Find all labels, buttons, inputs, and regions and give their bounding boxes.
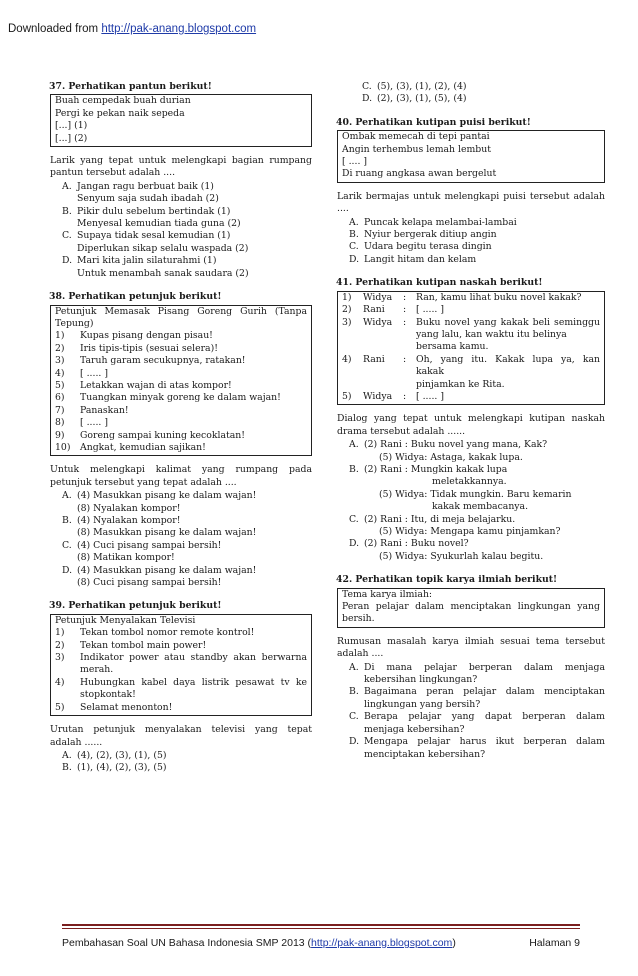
step-text: Goreng sampai kuning kecoklatan! (80, 429, 245, 441)
box-line: Pergi ke pekan naik sepeda (55, 107, 185, 119)
option-line: (8) Cuci pisang sampai bersih! (77, 577, 222, 589)
step (55, 627, 307, 639)
question-40 (337, 117, 605, 266)
step-number: 3) (55, 355, 65, 367)
option-line: Diperlukan sikap selalu waspada (2) (77, 242, 249, 254)
header-link[interactable]: http://pak-anang.blogspot.com (101, 23, 257, 35)
option-line: kakak membacanya. (432, 501, 529, 513)
script-box (337, 291, 605, 406)
step (55, 405, 307, 417)
step-text: Hubungkan kabel daya listrik pesawat tv ke stopkontak! (80, 676, 307, 701)
option-c[interactable] (349, 241, 605, 253)
dialog-line: 4) Rani : Oh, yang itu. Kakak lupa ya, kan kakak pinjamkan ke Rita. (342, 353, 600, 390)
option-letter: B. (62, 762, 72, 774)
step-number: 5) (55, 701, 65, 713)
option-a[interactable] (349, 662, 605, 687)
option-letter: A. (62, 490, 72, 502)
right-column (337, 81, 605, 761)
option-letter: A. (349, 216, 359, 228)
step-number: 6) (55, 392, 65, 404)
step-number: 2) (55, 342, 65, 354)
question-stem: Rumusan masalah karya ilmiah sesuai tema tersebut adalah .... (337, 635, 605, 660)
option-text: Di mana pelajar berperan dalam menjaga kebersihan lingkungan? (364, 661, 605, 686)
option-letter: B. (349, 463, 359, 475)
option-d[interactable] (62, 565, 312, 590)
option-line: Senyum saja sudah ibadah (2) (77, 193, 219, 205)
option-a[interactable] (62, 490, 312, 515)
option-letter: A. (349, 439, 359, 451)
option-letter: B. (349, 686, 359, 698)
question-stem: Dialog yang tepat untuk melengkapi kutipan naskah drama tersebut adalah ...... (337, 413, 605, 437)
line-number: 2) (342, 304, 352, 316)
dialog-line: 1) Widya : Ran, kamu lihat buku novel kakak? (342, 292, 600, 304)
option-b[interactable] (62, 515, 312, 540)
step-text: Letakkan wajan di atas kompor! (80, 379, 232, 391)
option-c[interactable] (349, 711, 605, 736)
step-number: 9) (55, 429, 65, 441)
option-text: Udara begitu terasa dingin (364, 241, 492, 253)
question-stem: Larik bermajas untuk melengkapi puisi tersebut adalah .... (337, 190, 605, 215)
option-text: Nyiur bergerak ditiup angin (364, 229, 497, 241)
step-text: Indikator power atau standby akan berwarna merah. (80, 652, 307, 676)
option-letter: C. (349, 711, 359, 723)
option-c[interactable] (62, 230, 312, 255)
step-number: 10) (55, 441, 71, 453)
step (55, 640, 307, 652)
dialog-line: 2) Rani : [ ..... ] (342, 304, 600, 316)
options-list (337, 662, 605, 761)
option-line: (4) Nyalakan kompor! (77, 515, 181, 526)
step (55, 330, 307, 342)
option-letter: D. (62, 255, 73, 267)
footer-title-suffix: ) (452, 937, 456, 949)
option-b[interactable] (62, 206, 312, 231)
left-column (50, 81, 312, 775)
option-letter: D. (62, 564, 73, 576)
option-letter: B. (349, 229, 359, 241)
option-line: (5) Widya: Tidak mungkin. Baru kemarin (379, 488, 572, 500)
step (55, 702, 307, 714)
footer-title-text: Pembahasan Soal UN Bahasa Indonesia SMP 2013 ( (62, 937, 312, 949)
pantun-box (50, 94, 312, 147)
options-list (337, 217, 605, 267)
option-c[interactable] (362, 81, 605, 93)
box-line: Tema karya ilmiah: (342, 588, 433, 600)
options-list (50, 181, 312, 280)
step-text: Tuangkan minyak goreng ke dalam wajan! (80, 392, 281, 404)
step-number: 7) (55, 404, 65, 416)
option-b[interactable] (349, 229, 605, 241)
box-line: [ .... ] (342, 156, 367, 168)
option-d[interactable] (349, 254, 605, 266)
dialog-line: 5) Widya : [ ..... ] (342, 391, 600, 403)
option-letter: A. (62, 180, 72, 192)
step-text: Tekan tombol main power! (80, 639, 207, 651)
option-line: (2) Rani : Buku novel? (364, 538, 469, 550)
page-footer (62, 924, 580, 949)
footer-link[interactable]: http://pak-anang.blogspot.com (311, 937, 453, 949)
box-line: Peran pelajar dalam menciptakan lingkungan yang bersih. (342, 601, 600, 625)
box-line: Di ruang angkasa awan bergelut (342, 168, 497, 180)
option-text: (5), (3), (1), (2), (4) (377, 81, 467, 92)
step-text: [ ..... ] (80, 417, 108, 429)
question-title: 38. Perhatikan petunjuk berikut! (49, 291, 222, 303)
option-text: (2), (3), (1), (5), (4) (377, 93, 467, 105)
step-text: Tekan tombol nomor remote kontrol! (80, 627, 255, 639)
option-line: Menyesal kemudian tiada guna (2) (77, 218, 241, 230)
speaker: Widya (363, 390, 393, 402)
topic-box (337, 588, 605, 628)
recipe-box (50, 305, 312, 457)
option-text: (1), (4), (2), (3), (5) (77, 762, 167, 774)
step-text: Selamat menonton! (80, 701, 173, 713)
step-text: Panaskan! (80, 404, 129, 416)
option-line: Untuk menambah sanak saudara (2) (77, 267, 249, 279)
step (55, 392, 307, 404)
option-letter: D. (362, 93, 373, 105)
option-line: (5) Widya: Mengapa kamu pinjamkan? (379, 526, 561, 537)
options-list (50, 490, 312, 589)
option-b[interactable] (349, 464, 605, 514)
option-line: Pikir dulu sebelum bertindak (1) (77, 205, 231, 217)
footer-rule (62, 924, 580, 926)
option-text: Mengapa pelajar harus ikut berperan dalam menciptakan kebersihan? (364, 736, 605, 760)
question-38 (50, 291, 312, 589)
option-letter: D. (349, 253, 360, 265)
question-42 (337, 574, 605, 761)
line-number: 4) (342, 353, 352, 365)
step-number: 4) (55, 367, 65, 379)
question-stem: Urutan petunjuk menyalakan televisi yang tepat adalah ...... (50, 724, 312, 748)
option-d[interactable] (62, 255, 312, 280)
dialog-text: Oh, yang itu. Kakak lupa ya, kan kakak (416, 353, 600, 378)
option-b[interactable] (62, 762, 312, 774)
step-text: Angkat, kemudian sajikan! (80, 441, 206, 453)
box-line: Buah cempedak buah durian (55, 95, 191, 107)
step-number: 2) (55, 639, 65, 651)
option-d[interactable] (362, 93, 605, 105)
step-number: 8) (55, 417, 65, 429)
poem-box (337, 130, 605, 183)
option-letter: B. (62, 205, 72, 217)
step (55, 355, 307, 367)
page-header (8, 23, 256, 35)
step (55, 343, 307, 355)
question-41 (337, 277, 605, 563)
question-stem: Untuk melengkapi kalimat yang rumpang pada petunjuk tersebut yang tepat adalah .... (50, 464, 312, 488)
option-b[interactable] (349, 686, 605, 711)
speaker: Widya (363, 316, 393, 328)
speaker: Rani (363, 304, 385, 316)
option-text: Langit hitam dan kelam (364, 253, 477, 265)
option-a[interactable] (62, 181, 312, 206)
line-number: 5) (342, 390, 352, 402)
footer-title (62, 937, 456, 949)
option-line: (4) Cuci pisang sampai bersih! (77, 539, 222, 551)
question-title: 41. Perhatikan kutipan naskah berikut! (336, 277, 543, 289)
step-text: [ ..... ] (80, 367, 108, 379)
option-c[interactable] (349, 514, 605, 539)
question-title: 37. Perhatikan pantun berikut! (49, 81, 212, 92)
dialog-text: Buku novel yang kakak beli seminggu yang lalu, kan waktu itu belinya (416, 316, 600, 340)
option-line: (8) Masukkan pisang ke dalam wajan! (77, 527, 257, 539)
option-letter: D. (349, 538, 360, 550)
option-line: (4) Masukkan pisang ke dalam wajan! (77, 490, 257, 502)
option-line: Supaya tidak sesal kemudian (1) (77, 230, 231, 242)
step-text: Kupas pisang dengan pisau! (80, 330, 213, 342)
speaker: Rani (363, 353, 385, 365)
option-c[interactable] (62, 540, 312, 565)
option-line: Jangan ragu berbuat baik (1) (77, 180, 214, 192)
question-37 (50, 81, 312, 280)
option-line: (2) Rani : Mungkin kakak lupa (364, 463, 508, 475)
step (55, 380, 307, 392)
step-number: 4) (55, 676, 65, 688)
question-stem: Larik yang tepat untuk melengkapi bagian rumpang pantun tersebut adalah .... (50, 155, 312, 179)
box-line: [...] (2) (55, 132, 88, 144)
option-text: (4), (2), (3), (1), (5) (77, 749, 167, 761)
option-line: (8) Nyalakan kompor! (77, 502, 181, 514)
options-list (337, 439, 605, 563)
option-letter: C. (349, 241, 359, 253)
step-number: 5) (55, 379, 65, 391)
option-line: (5) Widya: Syukurlah kalau begitu. (379, 550, 544, 562)
option-line: meletakkannya. (432, 476, 507, 488)
step (55, 368, 307, 380)
option-letter: D. (349, 736, 360, 748)
option-letter: A. (62, 749, 72, 761)
line-number: 1) (342, 291, 352, 303)
page-number: Halaman 9 (529, 937, 580, 949)
option-line: (2) Rani : Buku novel yang mana, Kak? (364, 439, 548, 451)
step-number: 3) (55, 652, 65, 664)
option-a[interactable] (349, 439, 605, 464)
option-letter: C. (349, 513, 359, 525)
dialog-text: Ran, kamu lihat buku novel kakak? (416, 291, 582, 303)
dialog-text: pinjamkan ke Rita. (416, 378, 505, 390)
speaker: Widya (363, 291, 393, 303)
question-title: 39. Perhatikan petunjuk berikut! (49, 600, 222, 612)
option-line: (4) Masukkan pisang ke dalam wajan! (77, 564, 257, 576)
option-d[interactable] (349, 538, 605, 563)
header-prefix: Downloaded from (8, 23, 99, 35)
dialog-line: 3) Widya : Buku novel yang kakak beli seminggu yang lalu, kan waktu itu belinya bersama kamu. (342, 316, 600, 353)
option-line: (5) Widya: Astaga, kakak lupa. (379, 451, 523, 463)
option-a[interactable] (62, 750, 312, 762)
step-number: 1) (55, 330, 65, 342)
dialog-text: [ ..... ] (416, 390, 444, 402)
option-text: Puncak kelapa melambai-lambai (364, 216, 517, 228)
option-letter: B. (62, 515, 72, 526)
step (55, 677, 307, 702)
dialog-text: bersama kamu. (416, 341, 489, 353)
step (55, 430, 307, 442)
option-line: Mari kita jalin silaturahmi (1) (77, 255, 217, 267)
option-d[interactable] (349, 736, 605, 761)
step-number: 1) (55, 627, 65, 639)
footer-rule (62, 928, 580, 929)
option-letter: C. (362, 81, 372, 92)
dialog-text: [ ..... ] (416, 304, 444, 316)
box-line: Ombak memecah di tepi pantai (342, 131, 490, 143)
box-title: Petunjuk Memasak Pisang Goreng Gurih (Tanpa Tepung) (55, 305, 307, 329)
option-line: (8) Matikan kompor! (77, 552, 175, 564)
step (55, 652, 307, 677)
question-39 (50, 600, 312, 774)
option-text: Berapa pelajar yang dapat berperan dalam menjaga kebersihan? (364, 711, 605, 735)
box-title: Petunjuk Menyalakan Televisi (55, 614, 196, 626)
option-line: (2) Rani : Itu, di meja belajarku. (364, 513, 516, 525)
option-letter: C. (62, 539, 72, 551)
question-title: 40. Perhatikan kutipan puisi berikut! (336, 116, 531, 128)
option-letter: A. (349, 661, 359, 673)
box-line: Angin terhembus lemah lembut (342, 143, 491, 155)
option-text: Bagaimana peran pelajar dalam menciptakan lingkungan yang bersih? (364, 686, 605, 710)
step-text: Taruh garam secukupnya, ratakan! (80, 355, 246, 367)
q39-options-continued (337, 81, 605, 106)
step-text: Iris tipis-tipis (sesuai selera)! (80, 342, 218, 354)
tv-instructions-box (50, 614, 312, 716)
step (55, 417, 307, 429)
option-a[interactable] (349, 217, 605, 229)
box-line: [...] (1) (55, 120, 88, 132)
option-letter: C. (62, 230, 72, 242)
question-title: 42. Perhatikan topik karya ilmiah berikut! (336, 574, 558, 586)
step (55, 442, 307, 454)
line-number: 3) (342, 316, 352, 328)
options-list (50, 750, 312, 775)
